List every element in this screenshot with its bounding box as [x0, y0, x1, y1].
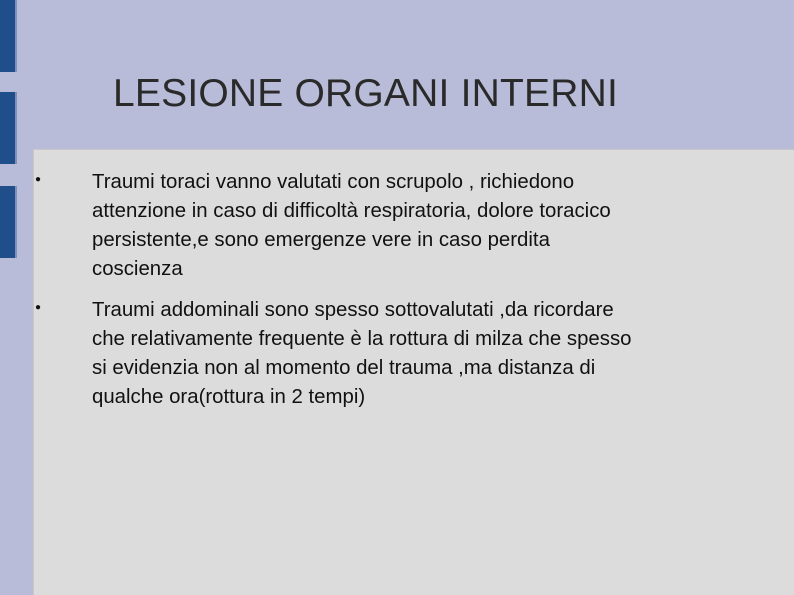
bullet-line: qualche ora(rottura in 2 tempi) — [92, 386, 366, 408]
bullet-line: si evidenzia non al momento del trauma ,ma distanza di — [92, 357, 596, 379]
bullet-line: persistente,e sono emergenze vere in caso perdita — [92, 229, 550, 251]
bullet-line: Traumi addominali sono spesso sottovalutati ,da ricordare — [92, 299, 614, 321]
decorative-bar — [0, 186, 17, 258]
bullet-icon: ● — [35, 174, 42, 185]
bullet-line: che relativamente frequente è la rottura di milza che spesso — [92, 328, 632, 350]
decorative-bar — [0, 0, 17, 72]
decorative-bar — [0, 92, 17, 164]
slide-title: LESIONE ORGANI INTERNI — [113, 72, 618, 115]
bullet-line: coscienza — [92, 258, 183, 280]
bullet-text — [92, 296, 752, 412]
bullet-line: attenzione in caso di difficoltà respiratoria, dolore toracico — [92, 200, 611, 222]
bullet-text — [92, 168, 752, 284]
bullet-icon: ● — [35, 302, 42, 313]
bullet-line: Traumi toraci vanno valutati con scrupolo , richiedono — [92, 171, 575, 193]
content-panel — [33, 149, 794, 595]
